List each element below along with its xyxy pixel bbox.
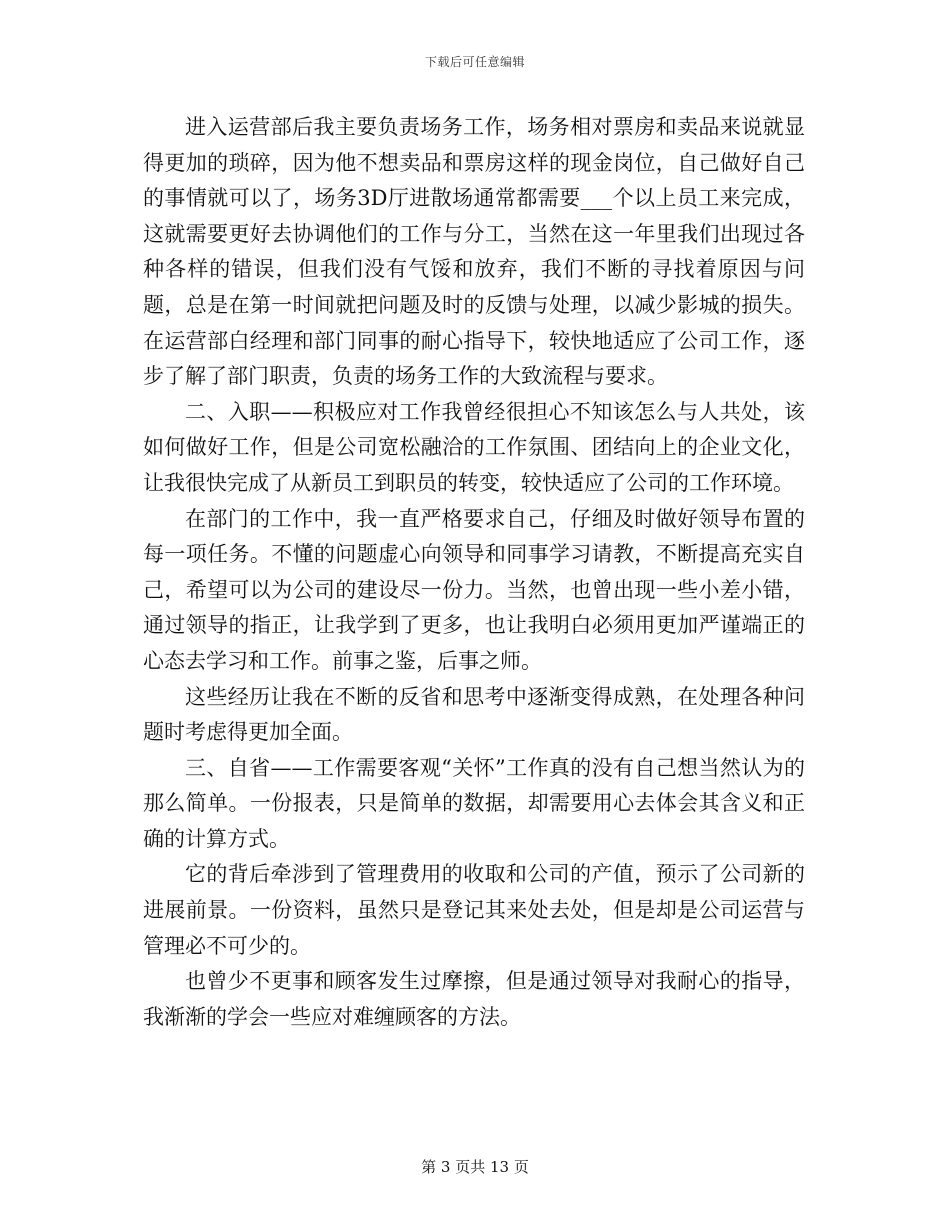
- paragraph: 这些经历让我在不断的反省和思考中逐渐变得成熟，在处理各种问题时考虑得更加全面。: [143, 684, 805, 745]
- page-footer-number: 第 3 页共 13 页: [421, 1158, 529, 1176]
- document-body: [143, 110, 805, 1035]
- paragraph: 三、自省——工作需要客观“关怀”工作真的没有自己想当然认为的那么简单。一份报表，只是简单的数据，却需要用心去体会其含义和正确的计算方式。: [143, 755, 805, 851]
- paragraph: 它的背后牵涉到了管理费用的收取和公司的产值，预示了公司新的进展前景。一份资料，虽然只是登记其来处去处，但是却是公司运营与管理必不可少的。: [143, 862, 805, 958]
- paragraph: 二、入职——积极应对工作我曾经很担心不知该怎么与人共处，该如何做好工作，但是公司宽松融洽的工作氛围、团结向上的企业文化，让我很快完成了从新员工到职员的转变，较快适应了公司的工作环境。: [143, 399, 805, 495]
- paragraph: 也曾少不更事和顾客发生过摩擦，但是通过领导对我耐心的指导，我渐渐的学会一些应对难缠顾客的方法。: [143, 969, 805, 1029]
- paragraph: 在部门的工作中，我一直严格要求自己，仔细及时做好领导布置的每一项任务。不懂的问题虚心向领导和同事学习请教，不断提高充实自己，希望可以为公司的建设尽一份力。当然，也曾出现一些小差小错，通过领导的指正，让我学到了更多，也让我明白必须用更加严谨端正的心态去学习和工作。前事之鉴，后事之师。: [143, 506, 805, 673]
- page-header-note: 下载后可任意编辑: [424, 55, 525, 69]
- paragraph: 进入运营部后我主要负责场务工作，场务相对票房和卖品来说就显得更加的琐碎，因为他不想卖品和票房这样的现金岗位，自己做好自己的事情就可以了，场务3D厅进散场通常都需要___个以上员工来完成，这就需要更好去协调他们的工作与分工，当然在这一年里我们出现过各种各样的错误，但我们没有气馁和放弃，我们不断的寻找着原因与问题，总是在第一时间就把问题及时的反馈与处理，以减少影城的损失。在运营部白经理和部门同事的耐心指导下，较快地适应了公司工作，逐步了解了部门职责，负责的场务工作的大致流程与要求。: [143, 115, 805, 389]
